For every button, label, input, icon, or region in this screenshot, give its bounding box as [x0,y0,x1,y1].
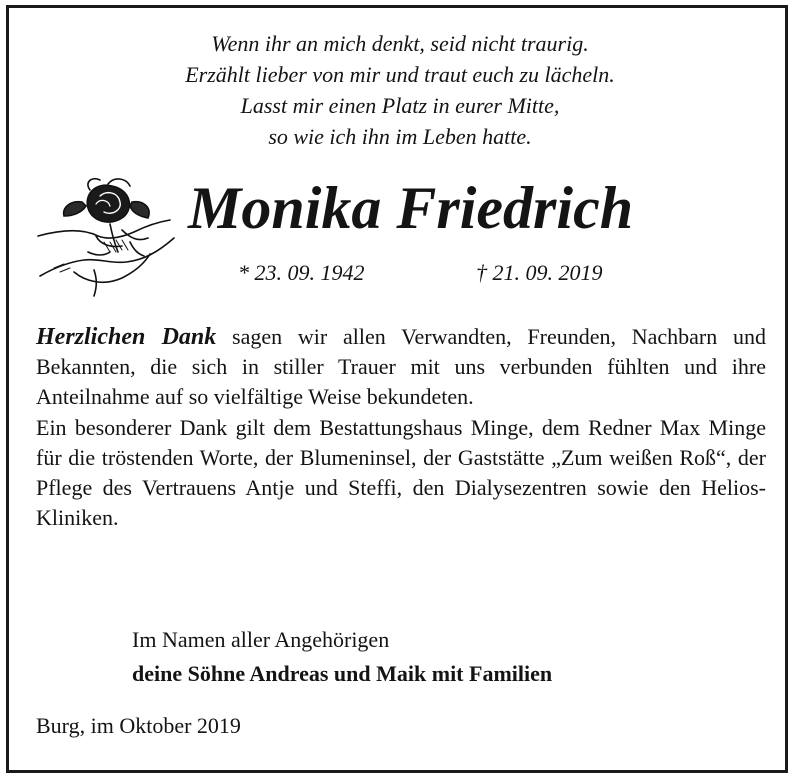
death-date: † 21. 09. 2019 [476,260,603,285]
poem-line: Wenn ihr an mich denkt, seid nicht traurig. [211,31,589,56]
thanks-paragraph-1: sagen wir allen Verwandten, Freunden, Nachbarn und Bekannten, die sich in stiller Trauer mit uns verbunden fühlten und ihre Anteilnahme auf so vielfältige Weise bekundeten. [36,324,766,410]
thanks-text [36,322,766,533]
signature-line: Im Namen aller Angehörigen [132,627,390,652]
thanks-paragraph-2: Ein besonderer Dank gilt dem Bestattungshaus Minge, dem Redner Max Minge für die tröstenden Worte, der Blumeninsel, der Gaststätte „Zum weißen Roß“, der Pflege des Vertrauens Antje und Steffi, den Dialysezentren sowie den Helios-Kliniken. [36,414,766,531]
rose-in-hands-icon [34,172,184,302]
poem [0,28,800,152]
signature [132,623,552,691]
poem-line: Erzählt lieber von mir und traut euch zu lächeln. [185,62,615,87]
signature-names: deine Söhne Andreas und Maik mit Familien [132,661,553,686]
thanks-lead: Herzlichen Dank [36,324,217,350]
thanks-paragraph [36,322,766,413]
birth-date: * 23. 09. 1942 [238,260,365,285]
deceased-name: Monika Friedrich [188,175,634,241]
place-and-date: Burg, im Oktober 2019 [36,713,241,738]
poem-line: Lasst mir einen Platz in eurer Mitte, [240,93,560,118]
poem-line: so wie ich ihn im Leben hatte. [268,124,532,149]
